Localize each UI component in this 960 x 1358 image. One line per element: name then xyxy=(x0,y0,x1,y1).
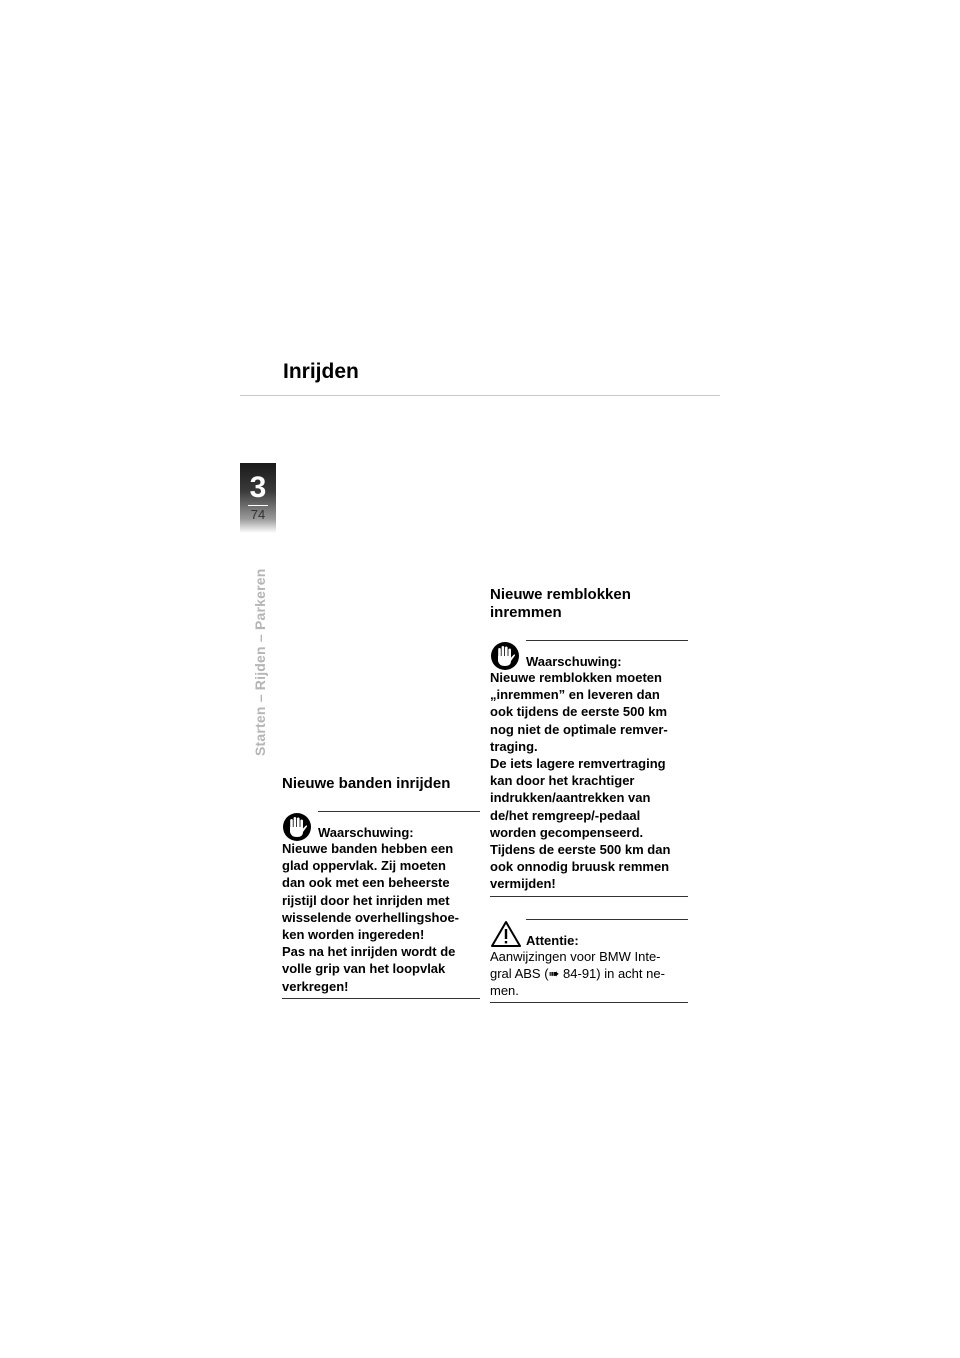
section-new-brake-pads xyxy=(490,586,688,1003)
attention-triangle-icon xyxy=(490,920,522,953)
warning-hand-icon xyxy=(490,641,520,676)
note-bottom-rule xyxy=(490,1002,688,1003)
warning-label: Waarschuwing: xyxy=(318,825,414,840)
title-divider xyxy=(240,395,720,396)
warning-header xyxy=(490,641,688,669)
attention-note xyxy=(490,919,688,1004)
section-new-tires xyxy=(282,775,480,999)
section-heading-new-tires: Nieuwe banden inrijden xyxy=(282,775,451,792)
note-bottom-rule xyxy=(490,896,688,897)
chapter-number: 3 xyxy=(249,471,267,504)
page-number: 74 xyxy=(250,507,266,522)
attention-header xyxy=(490,920,688,948)
warning-label: Waarschuwing: xyxy=(526,654,622,669)
warning-text: Nieuwe banden hebben een glad oppervlak. Zij moeten dan ook met een beheerste rijstijl door het inrijden met wisselende overhellingshoe- ken worden ingereden! Pas na het inrijden wordt de volle grip van het loopvlak verkregen! xyxy=(282,841,459,994)
note-bottom-rule xyxy=(282,998,480,999)
chapter-separator xyxy=(248,505,268,506)
chapter-tab xyxy=(240,463,276,533)
attention-text: Aanwijzingen voor BMW Inte- gral ABS (➠ 84-91) in acht ne- men. xyxy=(490,948,665,999)
page-title: Inrijden xyxy=(283,360,359,383)
warning-text: Nieuwe remblokken moeten „inremmen” en leveren dan ook tijdens de eerste 500 km nog niet de optimale remver- traging. De iets lagere remvertraging kan door het krachtiger indrukken/aantrekken van de/het remgreep/-pedaal worden gecompenseerd. Tijdens de eerste 500 km dan ook onnodig bruusk remmen vermijden! xyxy=(490,670,671,892)
attention-label: Attentie: xyxy=(526,932,579,948)
warning-hand-icon xyxy=(282,812,312,847)
warning-header xyxy=(282,812,480,840)
chapter-side-label: Starten – Rijden – Parkeren xyxy=(252,568,268,756)
section-heading-brake-pads: Nieuwe remblokken inremmen xyxy=(490,586,631,621)
